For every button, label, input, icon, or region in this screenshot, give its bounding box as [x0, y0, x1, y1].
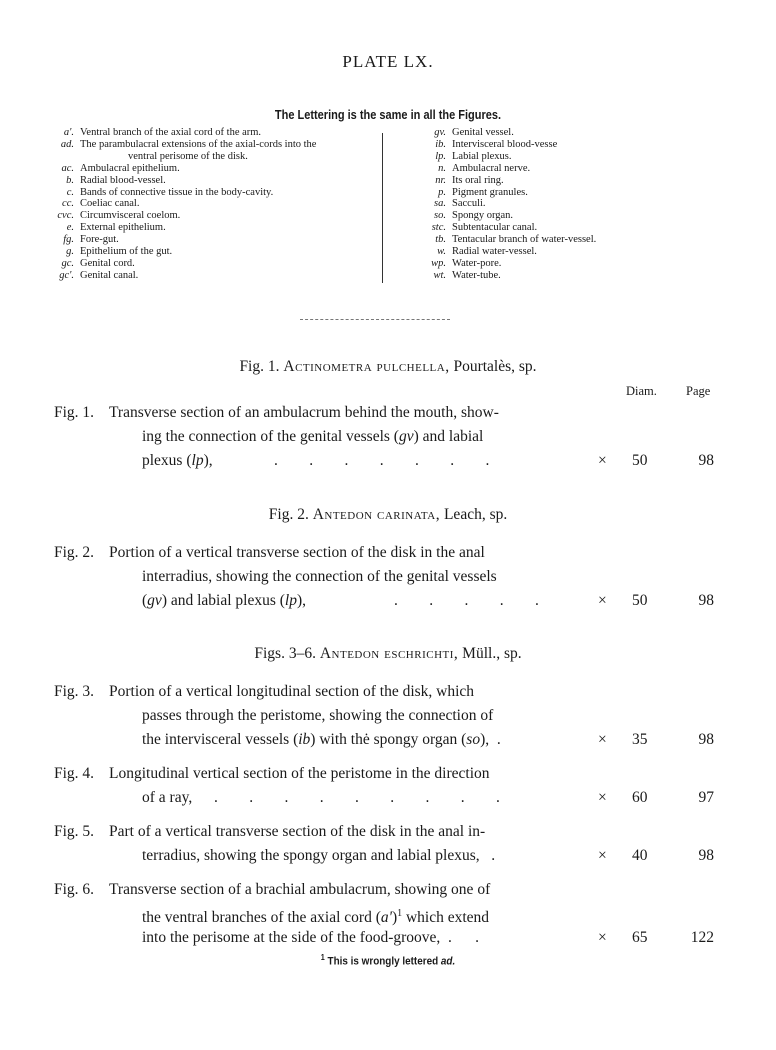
legend-item: [52, 210, 382, 222]
page-number: 97: [698, 789, 714, 806]
legend-abbreviation: a'.: [63, 127, 74, 138]
figure-entry-5: Fig. 5. Part of a vertical transverse section of the disk in the anal in- terradius, showing the spongy organ and labial plexus, . × 40 98: [54, 820, 734, 868]
legend-description: Genital cord.: [80, 257, 135, 269]
legend-abbreviation: wp.: [431, 257, 446, 269]
legend-item: [52, 139, 382, 151]
page-number: 98: [698, 592, 714, 609]
figure-entry-4: Fig. 4. Longitudinal vertical section of the peristome in the direction of a ray, . . . . . . . . . × 60 97: [54, 762, 734, 810]
legend-item: [52, 175, 382, 187]
legend-description: Genital canal.: [80, 269, 139, 281]
diameter-value: 50: [632, 452, 648, 469]
page-number: 98: [698, 847, 714, 864]
legend-abbreviation: tb.: [435, 234, 446, 246]
legend-item: [408, 139, 628, 151]
diameter-value: 35: [632, 731, 648, 748]
figure-description: Part of a vertical transverse section of the disk in the anal in-: [109, 823, 486, 840]
legend-abbreviation: g.: [66, 246, 74, 258]
legend-item: [408, 210, 628, 222]
ornamental-rule: [300, 319, 450, 322]
page-number: 122: [690, 929, 714, 946]
legend-description: Ventral branch of the axial cord of the arm.: [80, 127, 262, 138]
legend-abbreviation: so.: [434, 210, 446, 222]
legend-abbreviation: b.: [66, 174, 74, 186]
legend-description: Labial plexus.: [452, 150, 512, 162]
legend-description: Tentacular branch of water-vessel.: [452, 234, 597, 246]
legend-item: [408, 258, 628, 270]
legend-item: [52, 163, 382, 175]
figure-description: Transverse section of a brachial ambulacrum, showing one of: [109, 881, 491, 898]
magnification-sign: ×: [598, 731, 607, 748]
legend-abbreviation: ac.: [61, 162, 74, 174]
legend-abbreviation: ad.: [60, 138, 74, 150]
page-number: 98: [698, 731, 714, 748]
legend-description: Fore-gut.: [80, 234, 119, 246]
figure-entry-1: Fig. 1. Transverse section of an ambulacrum behind the mouth, show- ing the connection of the genital vessels (gv) and labial plexus (lp), . . . . . . . × 50 98: [54, 401, 734, 473]
legend-abbreviation: nr.: [435, 174, 446, 186]
legend-description: Its oral ring.: [452, 174, 504, 186]
leader-dots: . . . . . . .: [274, 452, 492, 469]
legend-abbreviation: cvc.: [57, 210, 74, 222]
legend-description: Coeliac canal.: [80, 198, 140, 210]
section-heading-1: Fig. 1. Actinometra pulchella, Pourtalès, sp.: [239, 358, 537, 375]
legend-item: [52, 187, 382, 199]
legend-description: Bands of connective tissue in the body-cavity.: [80, 186, 274, 198]
leader-dots: . . . . . . . . .: [214, 789, 502, 806]
figure-label: Fig. 2.: [54, 544, 95, 561]
legend-left: [52, 127, 382, 282]
legend-item: [52, 127, 382, 139]
legend-description: Ambulacral nerve.: [452, 162, 531, 174]
legend-abbreviation: p.: [438, 186, 446, 198]
legend-description: Water-tube.: [452, 269, 501, 281]
figure-entry-6: Fig. 6. Transverse section of a brachial ambulacrum, showing one of the ventral branches of the axial cord $(a')^1$ which extend into the perisome at the side of the food-groove, . . × 65 122: [54, 878, 734, 950]
diameter-value: 40: [632, 847, 648, 864]
legend-description: External epithelium.: [80, 222, 166, 234]
legend-description: Spongy organ.: [452, 210, 514, 222]
legend-item: [408, 151, 628, 163]
legend-description: Ambulacral epithelium.: [80, 162, 180, 174]
figure-label: Fig. 5.: [54, 823, 95, 840]
figure-label: Fig. 6.: [54, 881, 95, 898]
legend-abbreviation: cc.: [62, 198, 74, 210]
legend-description: Genital vessel.: [452, 127, 514, 138]
legend-item: [408, 270, 628, 282]
legend-item: [408, 187, 628, 199]
figure-label: Fig. 4.: [54, 765, 95, 782]
column-header-page: Page: [686, 384, 711, 398]
figure-entry-3: Fig. 3. Portion of a vertical longitudinal section of the disk, which passes through the peristome, showing the connection of the intervisceral vessels (ib) with thė spongy organ (so), . × 35 98: [54, 680, 734, 752]
legend-abbreviation: gv.: [434, 127, 446, 138]
legend-item: [408, 198, 628, 210]
magnification-sign: ×: [598, 847, 607, 864]
legend-abbreviation: fg.: [63, 234, 74, 246]
magnification-sign: ×: [598, 452, 607, 469]
legend-item: [52, 222, 382, 234]
legend-item: [408, 175, 628, 187]
legend-abbreviation: sa.: [434, 198, 446, 210]
figure-description: Portion of a vertical longitudinal section of the disk, which: [109, 683, 475, 700]
figure-label: Fig. 3.: [54, 683, 95, 700]
legend-description: Pigment granules.: [452, 186, 528, 198]
legend-item: [408, 222, 628, 234]
legend-item: [408, 246, 628, 258]
legend-abbreviation: stc.: [431, 222, 446, 234]
legend-abbreviation: [100, 151, 128, 163]
legend-description: Radial water-vessel.: [452, 246, 537, 258]
figure-description: Portion of a vertical transverse section of the disk in the anal: [109, 544, 485, 561]
legend-abbreviation: gc'.: [59, 269, 74, 281]
legend-abbreviation: lp.: [435, 150, 446, 162]
legend-item: [408, 163, 628, 175]
legend-abbreviation: w.: [437, 246, 446, 258]
legend-divider: [382, 133, 384, 283]
column-header-diam: Diam.: [626, 384, 657, 398]
figure-description: Transverse section of an ambulacrum behind the mouth, show-: [109, 404, 499, 421]
legend-description: The parambulacral extensions of the axial-cords into the: [80, 138, 317, 150]
magnification-sign: ×: [598, 789, 607, 806]
legend-description: Circumvisceral coelom.: [80, 210, 181, 222]
legend-right: [408, 127, 628, 282]
legend-description: Intervisceral blood-vesse: [452, 138, 558, 150]
legend-abbreviation: gc.: [61, 257, 74, 269]
page-number: 98: [698, 452, 714, 469]
legend-description: Sacculi.: [452, 198, 486, 210]
footnote: $^1$ This is wrongly lettered ad.: [320, 953, 456, 968]
legend-item: [408, 234, 628, 246]
diameter-value: 60: [632, 789, 648, 806]
plate-title: PLATE LX.: [342, 52, 434, 71]
section-heading-3: Figs. 3–6. Antedon eschrichti, Müll., sp.: [254, 645, 522, 662]
legend-description: Water-pore.: [452, 257, 502, 269]
legend-item: [408, 127, 628, 139]
lettering-heading: The Lettering is the same in all the Figures.: [274, 108, 502, 122]
leader-dots: . . . . .: [394, 592, 541, 609]
diameter-value: 50: [632, 592, 648, 609]
magnification-sign: ×: [598, 929, 607, 946]
legend-abbreviation: wt.: [433, 269, 446, 281]
figure-label: Fig. 1.: [54, 404, 95, 421]
legend-description: Subtentacular canal.: [452, 222, 538, 234]
legend-abbreviation: ib.: [435, 138, 446, 150]
legend-item: [52, 151, 382, 163]
legend-item: [52, 198, 382, 210]
figure-description: Longitudinal vertical section of the peristome in the direction: [109, 765, 490, 782]
legend-description: Radial blood-vessel.: [80, 174, 166, 186]
magnification-sign: ×: [598, 592, 607, 609]
legend-item: [52, 246, 382, 258]
legend-description: ventral perisome of the disk.: [128, 150, 248, 162]
legend-item: [52, 234, 382, 246]
legend-abbreviation: n.: [438, 162, 446, 174]
legend-item: [52, 258, 382, 270]
diameter-value: 65: [632, 929, 648, 946]
legend-abbreviation: e.: [66, 222, 74, 234]
section-heading-2: Fig. 2. Antedon carinata, Leach, sp.: [268, 506, 508, 523]
legend-abbreviation: c.: [66, 186, 74, 198]
legend-item: [52, 270, 382, 282]
legend-description: Epithelium of the gut.: [80, 246, 173, 258]
figure-entry-2: Fig. 2. Portion of a vertical transverse section of the disk in the anal interradius, showing the connection of the genital vessels (gv) and labial plexus (lp), . . . . . × 50 98: [54, 541, 734, 613]
